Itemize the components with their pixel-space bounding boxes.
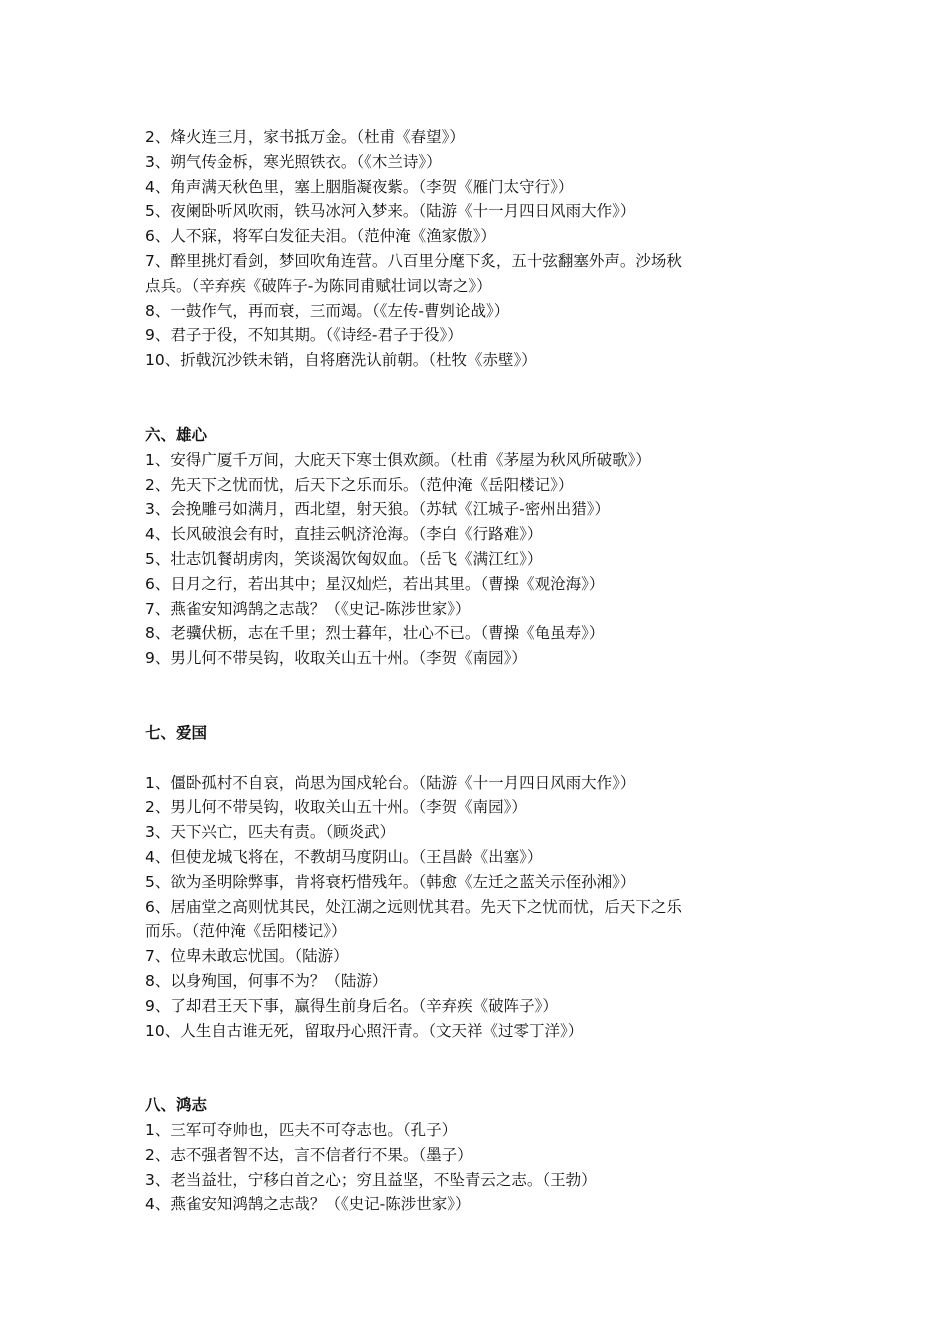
section-6 xyxy=(145,423,815,671)
quote-line: 10、折戟沉沙铁未销，自将磨洗认前朝。（杜牧《赤壁》） xyxy=(145,351,537,370)
heading-spacer xyxy=(145,746,815,771)
quote-line: 6、日月之行，若出其中；星汉灿烂，若出其里。（曹操《观沧海》） xyxy=(145,574,605,593)
quote-line: 1、僵卧孤村不自哀，尚思为国戍轮台。（陆游《十一月四日风雨大作》） xyxy=(145,773,636,792)
section-8 xyxy=(145,1093,815,1217)
section-spacer xyxy=(145,671,815,721)
document-page xyxy=(145,125,815,1217)
quote-line: 5、欲为圣明除弊事，肯将衰朽惜残年。（韩愈《左迁之蓝关示侄孙湘》） xyxy=(145,872,636,891)
quote-line: 而乐。（范仲淹《岳阳楼记》） xyxy=(145,922,347,941)
quote-line: 5、壮志饥餐胡虏肉，笑谈渴饮匈奴血。（岳飞《满江红》） xyxy=(145,549,543,568)
quote-line: 9、了却君王天下事，赢得生前身后名。（辛弃疾《破阵子》） xyxy=(145,996,558,1015)
quote-line: 7、位卑未敢忘忧国。（陆游） xyxy=(145,947,349,966)
quote-line: 3、朔气传金柝，寒光照铁衣。（《木兰诗》） xyxy=(145,152,442,171)
section-heading: 八、鸿志 xyxy=(145,1096,208,1115)
quote-line: 7、醉里挑灯看剑，梦回吹角连营。八百里分麾下炙，五十弦翻塞外声。沙场秋 xyxy=(145,251,682,270)
quote-line: 2、烽火连三月，家书抵万金。（杜甫《春望》） xyxy=(145,128,465,146)
quote-line: 10、人生自古谁无死，留取丹心照汗青。（文天祥《过零丁洋》） xyxy=(145,1021,584,1040)
quote-line: 5、夜阑卧听风吹雨，铁马冰河入梦来。（陆游《十一月四日风雨大作》） xyxy=(145,202,636,221)
quote-line: 6、人不寐，将军白发征夫泪。（范仲淹《渔家傲》） xyxy=(145,227,496,246)
quote-line: 3、会挽雕弓如满月，西北望，射天狼。（苏轼《江城子-密州出猎》） xyxy=(145,500,610,519)
quote-line: 3、老当益壮，宁移白首之心；穷且益坚，不坠青云之志。（王勃） xyxy=(145,1170,597,1189)
quote-line: 9、男儿何不带吴钩，收取关山五十州。（李贺《南园》） xyxy=(145,649,527,668)
quote-line: 3、天下兴亡，匹夫有责。（顾炎武） xyxy=(145,823,396,842)
section-5-continuation xyxy=(145,125,815,373)
section-heading: 七、爱国 xyxy=(145,723,208,742)
section-spacer xyxy=(145,1043,815,1093)
quote-line: 2、男儿何不带吴钩，收取关山五十州。（李贺《南园》） xyxy=(145,798,527,817)
quote-line: 8、老骥伏枥，志在千里；烈士暮年，壮心不已。（曹操《龟虽寿》） xyxy=(145,624,605,643)
section-heading: 六、雄心 xyxy=(145,425,208,444)
quote-line: 2、先天下之忧而忧，后天下之乐而乐。（范仲淹《岳阳楼记》） xyxy=(145,475,574,494)
quote-line: 1、安得广厦千万间，大庇天下寒士俱欢颜。（杜甫《茅屋为秋风所破歌》） xyxy=(145,450,651,469)
section-7 xyxy=(145,721,815,1043)
quote-line: 4、燕雀安知鸿鹄之志哉？（《史记-陈涉世家》） xyxy=(145,1195,471,1214)
quote-line: 点兵。（辛弃疾《破阵子-为陈同甫赋壮词以寄之》） xyxy=(145,276,492,295)
quote-line: 1、三军可夺帅也，匹夫不可夺志也。（孔子） xyxy=(145,1121,458,1140)
quote-line: 2、志不强者智不达，言不信者行不果。（墨子） xyxy=(145,1145,473,1164)
quote-line: 7、燕雀安知鸿鹄之志哉？（《史记-陈涉世家》） xyxy=(145,599,471,618)
quote-line: 8、以身殉国，何事不为？（陆游） xyxy=(145,971,388,990)
quote-line: 9、君子于役，不知其期。（《诗经-君子于役》） xyxy=(145,326,463,345)
section-spacer xyxy=(145,373,815,423)
quote-line: 4、长风破浪会有时，直挂云帆济沧海。（李白《行路难》） xyxy=(145,525,543,544)
quote-line: 6、居庙堂之高则忧其民，处江湖之远则忧其君。先天下之忧而忧，后天下之乐 xyxy=(145,897,682,916)
quote-line: 8、一鼓作气，再而衰，三而竭。（《左传-曹刿论战》） xyxy=(145,301,510,320)
quote-line: 4、但使龙城飞将在，不教胡马度阴山。（王昌龄《出塞》） xyxy=(145,847,543,866)
quote-line: 4、角声满天秋色里，塞上胭脂凝夜紫。（李贺《雁门太守行》） xyxy=(145,177,574,196)
